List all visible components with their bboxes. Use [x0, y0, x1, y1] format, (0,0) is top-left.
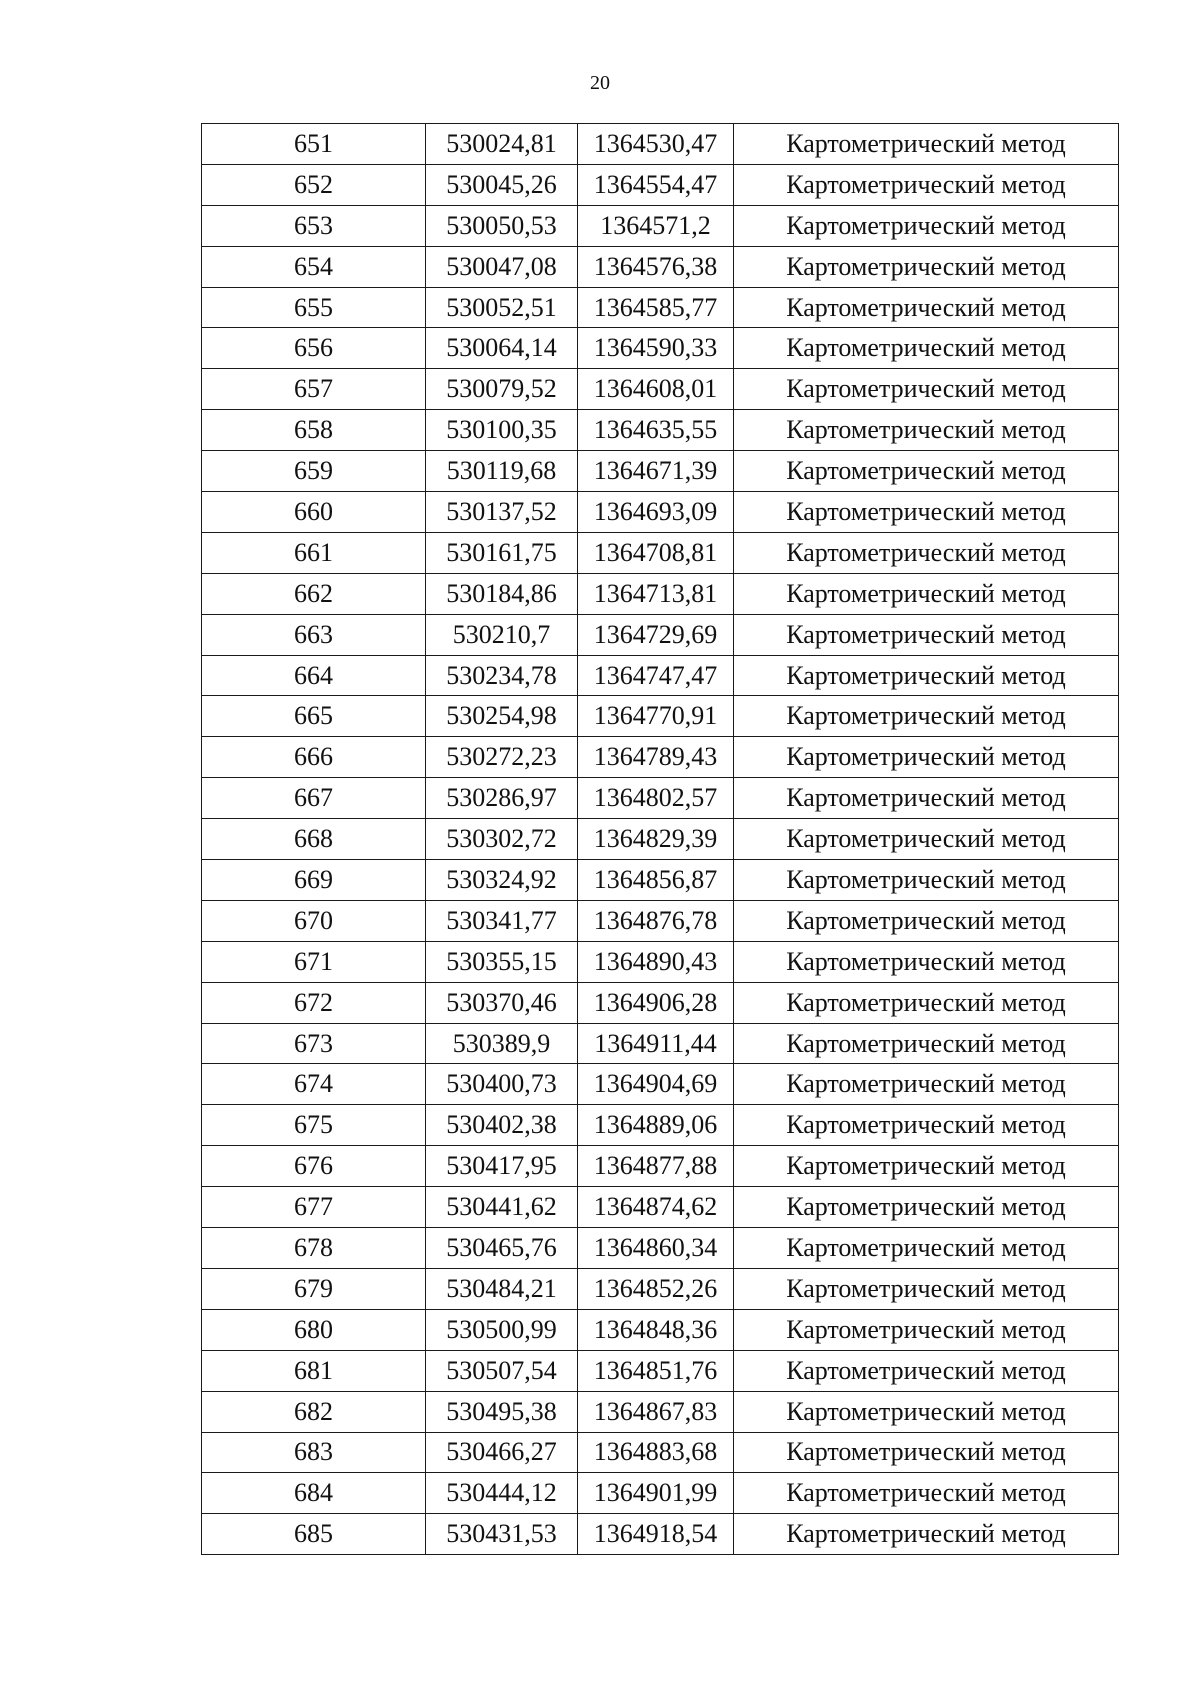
x-coordinate-cell: 530272,23	[426, 737, 578, 778]
point-number-cell: 661	[202, 532, 426, 573]
x-coordinate-cell: 530052,51	[426, 287, 578, 328]
point-number-cell: 653	[202, 205, 426, 246]
x-coordinate-cell: 530465,76	[426, 1228, 578, 1269]
point-number-cell: 676	[202, 1146, 426, 1187]
method-cell: Картометрический метод	[734, 778, 1119, 819]
point-number-cell: 663	[202, 614, 426, 655]
method-cell: Картометрический метод	[734, 1064, 1119, 1105]
y-coordinate-cell: 1364874,62	[578, 1187, 734, 1228]
table-row	[202, 696, 1119, 737]
method-cell: Картометрический метод	[734, 1187, 1119, 1228]
point-number-cell: 671	[202, 941, 426, 982]
y-coordinate-cell: 1364851,76	[578, 1350, 734, 1391]
x-coordinate-cell: 530484,21	[426, 1268, 578, 1309]
point-number-cell: 654	[202, 246, 426, 287]
x-coordinate-cell: 530324,92	[426, 860, 578, 901]
x-coordinate-cell: 530254,98	[426, 696, 578, 737]
point-number-cell: 674	[202, 1064, 426, 1105]
table-row	[202, 655, 1119, 696]
y-coordinate-cell: 1364852,26	[578, 1268, 734, 1309]
point-number-cell: 679	[202, 1268, 426, 1309]
table-row	[202, 1350, 1119, 1391]
x-coordinate-cell: 530341,77	[426, 900, 578, 941]
table-row	[202, 1105, 1119, 1146]
x-coordinate-cell: 530417,95	[426, 1146, 578, 1187]
method-cell: Картометрический метод	[734, 614, 1119, 655]
method-cell: Картометрический метод	[734, 1391, 1119, 1432]
method-cell: Картометрический метод	[734, 1514, 1119, 1555]
x-coordinate-cell: 530507,54	[426, 1350, 578, 1391]
y-coordinate-cell: 1364576,38	[578, 246, 734, 287]
y-coordinate-cell: 1364590,33	[578, 328, 734, 369]
point-number-cell: 664	[202, 655, 426, 696]
point-number-cell: 681	[202, 1350, 426, 1391]
point-number-cell: 662	[202, 573, 426, 614]
x-coordinate-cell: 530389,9	[426, 1023, 578, 1064]
point-number-cell: 680	[202, 1309, 426, 1350]
method-cell: Картометрический метод	[734, 124, 1119, 165]
y-coordinate-cell: 1364906,28	[578, 982, 734, 1023]
point-number-cell: 669	[202, 860, 426, 901]
table-row	[202, 1064, 1119, 1105]
table-row	[202, 737, 1119, 778]
table-row	[202, 1268, 1119, 1309]
y-coordinate-cell: 1364708,81	[578, 532, 734, 573]
method-cell: Картометрический метод	[734, 860, 1119, 901]
y-coordinate-cell: 1364729,69	[578, 614, 734, 655]
table-row	[202, 819, 1119, 860]
table-row	[202, 900, 1119, 941]
table-row	[202, 1023, 1119, 1064]
table-row	[202, 205, 1119, 246]
method-cell: Картометрический метод	[734, 1105, 1119, 1146]
method-cell: Картометрический метод	[734, 532, 1119, 573]
method-cell: Картометрический метод	[734, 492, 1119, 533]
table-row	[202, 492, 1119, 533]
table-row	[202, 1309, 1119, 1350]
point-number-cell: 672	[202, 982, 426, 1023]
table-row	[202, 778, 1119, 819]
point-number-cell: 658	[202, 410, 426, 451]
y-coordinate-cell: 1364571,2	[578, 205, 734, 246]
point-number-cell: 673	[202, 1023, 426, 1064]
method-cell: Картометрический метод	[734, 1350, 1119, 1391]
x-coordinate-cell: 530045,26	[426, 164, 578, 205]
coordinates-table	[201, 123, 1119, 1555]
table-row	[202, 1187, 1119, 1228]
point-number-cell: 682	[202, 1391, 426, 1432]
table-row	[202, 287, 1119, 328]
y-coordinate-cell: 1364747,47	[578, 655, 734, 696]
x-coordinate-cell: 530370,46	[426, 982, 578, 1023]
method-cell: Картометрический метод	[734, 287, 1119, 328]
table-row	[202, 860, 1119, 901]
y-coordinate-cell: 1364802,57	[578, 778, 734, 819]
y-coordinate-cell: 1364848,36	[578, 1309, 734, 1350]
table-row	[202, 532, 1119, 573]
x-coordinate-cell: 530024,81	[426, 124, 578, 165]
x-coordinate-cell: 530495,38	[426, 1391, 578, 1432]
point-number-cell: 657	[202, 369, 426, 410]
y-coordinate-cell: 1364901,99	[578, 1473, 734, 1514]
method-cell: Картометрический метод	[734, 246, 1119, 287]
y-coordinate-cell: 1364883,68	[578, 1432, 734, 1473]
point-number-cell: 683	[202, 1432, 426, 1473]
x-coordinate-cell: 530047,08	[426, 246, 578, 287]
x-coordinate-cell: 530064,14	[426, 328, 578, 369]
table-row	[202, 614, 1119, 655]
x-coordinate-cell: 530431,53	[426, 1514, 578, 1555]
y-coordinate-cell: 1364867,83	[578, 1391, 734, 1432]
method-cell: Картометрический метод	[734, 205, 1119, 246]
y-coordinate-cell: 1364585,77	[578, 287, 734, 328]
x-coordinate-cell: 530444,12	[426, 1473, 578, 1514]
point-number-cell: 667	[202, 778, 426, 819]
table-row	[202, 246, 1119, 287]
method-cell: Картометрический метод	[734, 941, 1119, 982]
table-row	[202, 1391, 1119, 1432]
method-cell: Картометрический метод	[734, 737, 1119, 778]
table-row	[202, 451, 1119, 492]
x-coordinate-cell: 530161,75	[426, 532, 578, 573]
point-number-cell: 656	[202, 328, 426, 369]
point-number-cell: 668	[202, 819, 426, 860]
method-cell: Картометрический метод	[734, 410, 1119, 451]
method-cell: Картометрический метод	[734, 1432, 1119, 1473]
table-row	[202, 328, 1119, 369]
table-row	[202, 1146, 1119, 1187]
x-coordinate-cell: 530441,62	[426, 1187, 578, 1228]
method-cell: Картометрический метод	[734, 1228, 1119, 1269]
y-coordinate-cell: 1364770,91	[578, 696, 734, 737]
y-coordinate-cell: 1364904,69	[578, 1064, 734, 1105]
table-row	[202, 124, 1119, 165]
table-row	[202, 1473, 1119, 1514]
method-cell: Картометрический метод	[734, 1473, 1119, 1514]
y-coordinate-cell: 1364877,88	[578, 1146, 734, 1187]
x-coordinate-cell: 530355,15	[426, 941, 578, 982]
method-cell: Картометрический метод	[734, 328, 1119, 369]
point-number-cell: 685	[202, 1514, 426, 1555]
y-coordinate-cell: 1364789,43	[578, 737, 734, 778]
y-coordinate-cell: 1364918,54	[578, 1514, 734, 1555]
x-coordinate-cell: 530100,35	[426, 410, 578, 451]
method-cell: Картометрический метод	[734, 819, 1119, 860]
x-coordinate-cell: 530234,78	[426, 655, 578, 696]
x-coordinate-cell: 530119,68	[426, 451, 578, 492]
y-coordinate-cell: 1364860,34	[578, 1228, 734, 1269]
point-number-cell: 677	[202, 1187, 426, 1228]
y-coordinate-cell: 1364829,39	[578, 819, 734, 860]
method-cell: Картометрический метод	[734, 982, 1119, 1023]
point-number-cell: 655	[202, 287, 426, 328]
y-coordinate-cell: 1364693,09	[578, 492, 734, 533]
page-number: 20	[590, 72, 610, 94]
point-number-cell: 678	[202, 1228, 426, 1269]
point-number-cell: 684	[202, 1473, 426, 1514]
method-cell: Картометрический метод	[734, 655, 1119, 696]
table-row	[202, 410, 1119, 451]
point-number-cell: 670	[202, 900, 426, 941]
table-row	[202, 982, 1119, 1023]
x-coordinate-cell: 530184,86	[426, 573, 578, 614]
method-cell: Картометрический метод	[734, 369, 1119, 410]
x-coordinate-cell: 530210,7	[426, 614, 578, 655]
method-cell: Картометрический метод	[734, 451, 1119, 492]
y-coordinate-cell: 1364713,81	[578, 573, 734, 614]
method-cell: Картометрический метод	[734, 1309, 1119, 1350]
x-coordinate-cell: 530079,52	[426, 369, 578, 410]
table-row	[202, 164, 1119, 205]
point-number-cell: 660	[202, 492, 426, 533]
y-coordinate-cell: 1364671,39	[578, 451, 734, 492]
y-coordinate-cell: 1364890,43	[578, 941, 734, 982]
table-row	[202, 369, 1119, 410]
y-coordinate-cell: 1364530,47	[578, 124, 734, 165]
x-coordinate-cell: 530500,99	[426, 1309, 578, 1350]
method-cell: Картометрический метод	[734, 1023, 1119, 1064]
method-cell: Картометрический метод	[734, 573, 1119, 614]
table-row	[202, 1228, 1119, 1269]
table-row	[202, 1432, 1119, 1473]
method-cell: Картометрический метод	[734, 1146, 1119, 1187]
point-number-cell: 665	[202, 696, 426, 737]
x-coordinate-cell: 530302,72	[426, 819, 578, 860]
point-number-cell: 675	[202, 1105, 426, 1146]
point-number-cell: 666	[202, 737, 426, 778]
y-coordinate-cell: 1364554,47	[578, 164, 734, 205]
y-coordinate-cell: 1364876,78	[578, 900, 734, 941]
y-coordinate-cell: 1364856,87	[578, 860, 734, 901]
x-coordinate-cell: 530400,73	[426, 1064, 578, 1105]
x-coordinate-cell: 530050,53	[426, 205, 578, 246]
x-coordinate-cell: 530466,27	[426, 1432, 578, 1473]
y-coordinate-cell: 1364889,06	[578, 1105, 734, 1146]
table-row	[202, 1514, 1119, 1555]
point-number-cell: 652	[202, 164, 426, 205]
y-coordinate-cell: 1364608,01	[578, 369, 734, 410]
method-cell: Картометрический метод	[734, 900, 1119, 941]
y-coordinate-cell: 1364635,55	[578, 410, 734, 451]
x-coordinate-cell: 530402,38	[426, 1105, 578, 1146]
coordinates-table-body	[202, 124, 1119, 1555]
table-row	[202, 573, 1119, 614]
x-coordinate-cell: 530286,97	[426, 778, 578, 819]
method-cell: Картометрический метод	[734, 1268, 1119, 1309]
table-row	[202, 941, 1119, 982]
x-coordinate-cell: 530137,52	[426, 492, 578, 533]
point-number-cell: 659	[202, 451, 426, 492]
point-number-cell: 651	[202, 124, 426, 165]
method-cell: Картометрический метод	[734, 696, 1119, 737]
y-coordinate-cell: 1364911,44	[578, 1023, 734, 1064]
method-cell: Картометрический метод	[734, 164, 1119, 205]
